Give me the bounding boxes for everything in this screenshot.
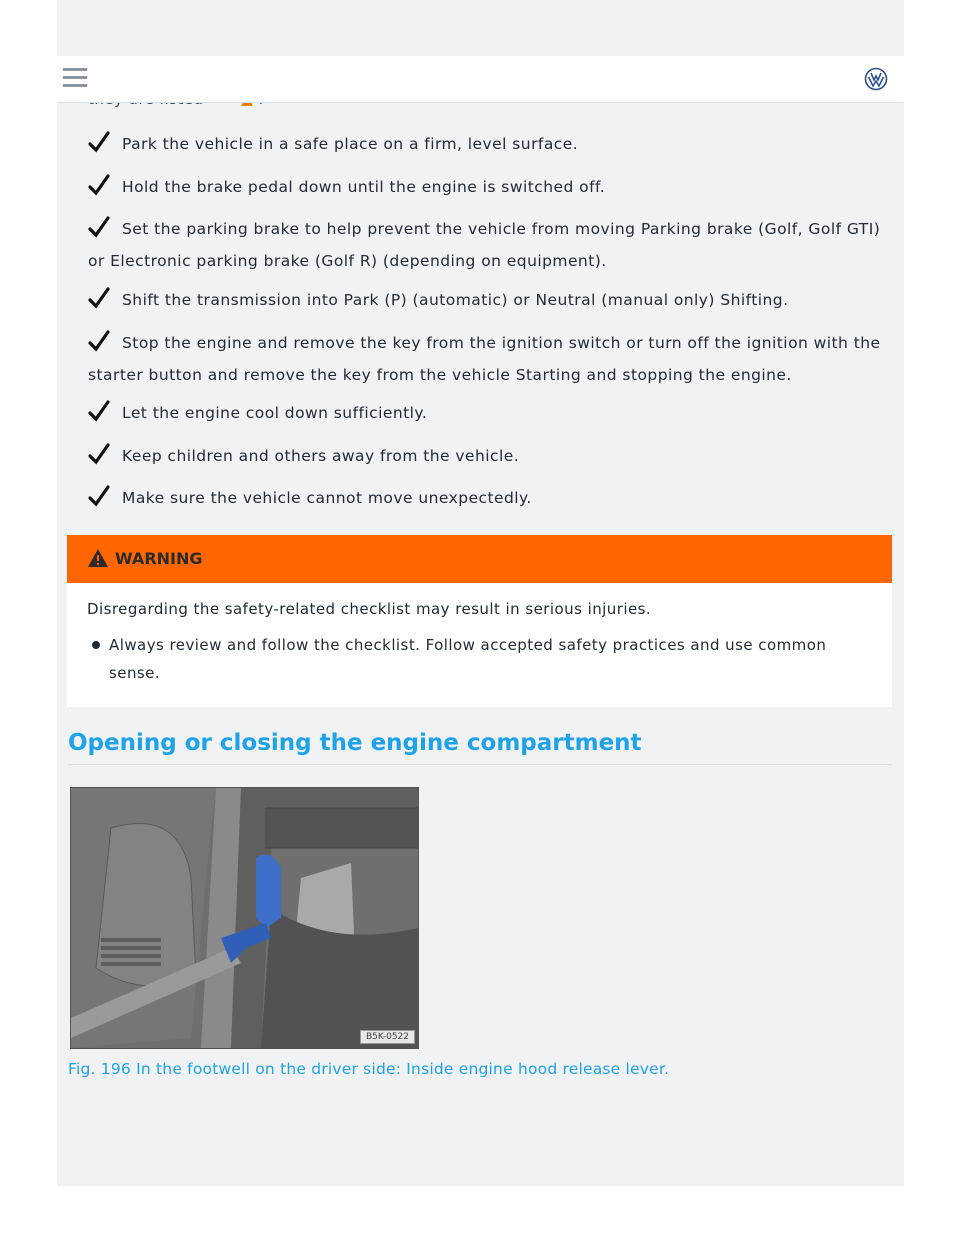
checklist-item <box>88 327 888 391</box>
checkmark-icon <box>88 443 110 465</box>
checkmark-icon <box>88 287 110 309</box>
checklist-item <box>88 213 888 277</box>
warning-triangle-icon <box>87 548 109 568</box>
checkmark-icon <box>88 131 110 153</box>
checklist-item <box>88 171 888 203</box>
checklist-text: Park the vehicle in a safe place on a firm, level surface. <box>122 135 579 153</box>
figure-caption: Fig. 196 In the footwell on the driver side: Inside engine hood release lever. <box>68 1060 670 1078</box>
checklist-item <box>88 440 888 472</box>
checkmark-icon <box>88 330 110 352</box>
checklist-item <box>88 128 888 160</box>
checkmark-icon <box>88 485 110 507</box>
top-bar <box>57 56 904 103</box>
warning-bullet: Always review and follow the checklist. Follow accepted safety practices and use common sense. <box>87 631 872 687</box>
menu-icon[interactable] <box>63 68 87 90</box>
section-title: Opening or closing the engine compartment <box>68 730 642 756</box>
warning-title: WARNING <box>115 549 203 568</box>
hood-release-figure <box>70 787 419 1049</box>
warning-box <box>67 535 892 707</box>
warning-header <box>67 535 892 583</box>
checklist-item <box>88 482 888 514</box>
checklist-text: Keep children and others away from the vehicle. <box>122 447 520 465</box>
vw-logo-icon[interactable] <box>864 67 888 91</box>
checklist-text: Hold the brake pedal down until the engine is switched off. <box>122 178 606 196</box>
figure-badge: B5K-0522 <box>360 1030 415 1044</box>
checklist-text: Let the engine cool down sufficiently. <box>122 404 428 422</box>
checklist-text: Shift the transmission into Park (P) (automatic) or Neutral (manual only) Shifting. <box>122 291 789 309</box>
checkmark-icon <box>88 400 110 422</box>
checkmark-icon <box>88 216 110 238</box>
checklist-item <box>88 397 888 429</box>
checklist-item <box>88 284 888 316</box>
checklist-text: Make sure the vehicle cannot move unexpectedly. <box>122 489 532 507</box>
footwell-illustration <box>71 788 418 1048</box>
section-divider <box>68 764 892 765</box>
checklist-text: Set the parking brake to help prevent the vehicle from moving Parking brake (Golf, Golf GTI) or Electronic parking brake (Golf R) (depending on equipment). <box>88 220 881 270</box>
warning-text: Disregarding the safety-related checklist may result in serious injuries. <box>87 600 652 618</box>
checkmark-icon <box>88 174 110 196</box>
checklist-text: Stop the engine and remove the key from the ignition switch or turn off the ignition with the starter button and remove the key from the vehicle Starting and stopping the engine. <box>88 334 881 384</box>
